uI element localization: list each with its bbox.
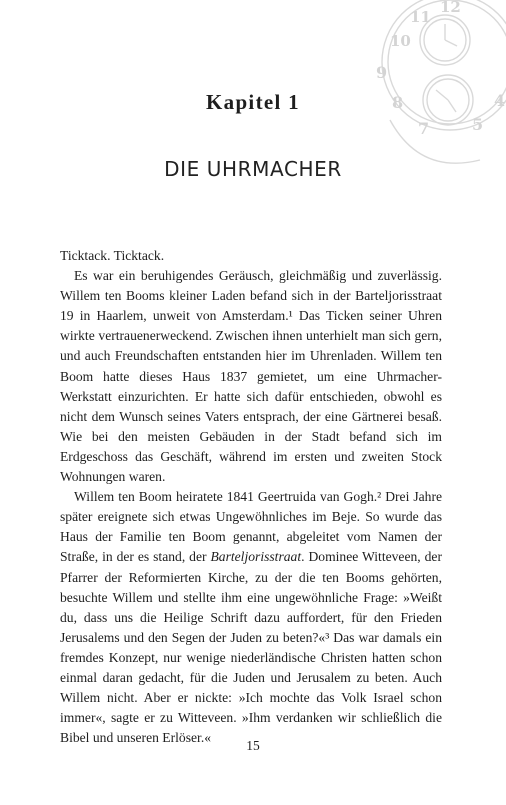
italic-street-name: Barteljorisstraat [210, 549, 302, 565]
chapter-label: Kapitel 1 [206, 90, 300, 114]
clock-numeral: 4 [494, 91, 506, 110]
paragraph: Es war ein beruhigendes Geräusch, gleichmäßig und zuverlässig. Willem ten Booms kleiner Laden befand sich in der Barteljorisstraat 19 in Haarlem, unweit von Amsterdam.¹ Das Ticken seiner Uhren wirkte vertrauenerweckend. Zwischen ihnen unterhielt man sich gern, und auch Freundschaften entstanden hier im Uhrenladen. Willem ten Boom hatte dieses Haus 1837 gemietet, um eine Uhrmacher-Werkstatt einzurichten. Er hatte sich dafür entschieden, obwohl es nicht dem Wunsch seines Vaters entsprach, der eine Gärtnerei besaß. Wie bei den meisten Gebäuden in der Stadt befand sich im Erdgeschoss das Geschäft, während im ersten und zweiten Stock Wohnungen waren. [60, 268, 442, 485]
clock-numeral: 5 [472, 115, 484, 134]
clock-numeral: 11 [410, 8, 431, 26]
clock-numeral: 8 [392, 93, 404, 112]
body-text [60, 246, 442, 748]
clock-numeral: 12 [440, 0, 461, 16]
clock-numeral: 9 [376, 63, 388, 82]
paragraph-text: Willem ten Boom heiratete 1841 Geertruida van Gogh.² Drei Jahre später ereignete sich etwas Ungewöhnliches im Beje. So wurde das Haus der Familie ten Boom genannt, abgeleitet vom Namen der Straße, in der es stand, der [60, 489, 442, 565]
paragraph [60, 487, 442, 748]
paragraph-text: . Dominee Witteveen, der Pfarrer der Reformierten Kirche, zu der die ten Booms gehörten, besuchte Willem und stellte ihm eine ungewöhnliche Frage: »Weißt du, dass uns die Heilige Schrift dazu auffordert, für den Frieden Jerusalems und den Segen der Juden zu beten?«³ Das war damals ein fremdes Konzept, nur wenige niederländische Christen hatten schon einmal daran gedacht, für die Juden und Jerusalem zu beten. Auch Willem nicht. Aber er nickte: »Ich mochte das Volk Israel schon immer«, sagte er zu Witteveen. »Ihm verdanken wir schließlich die Bibel und unseren Erlöser.« [60, 549, 442, 746]
clock-numeral: 10 [390, 32, 411, 50]
paragraph: Ticktack. Ticktack. [60, 248, 165, 263]
chapter-title: DIE UHRMACHER [164, 157, 342, 181]
page-number: 15 [246, 738, 260, 753]
clock-numeral: 7 [418, 119, 430, 138]
